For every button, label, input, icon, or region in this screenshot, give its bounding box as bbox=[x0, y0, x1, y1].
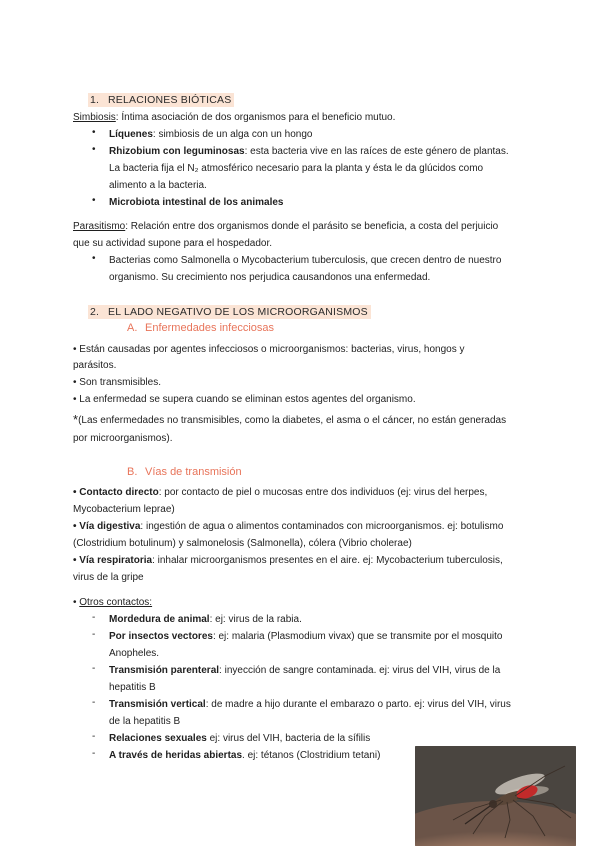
list-item-continuation: hepatitis B bbox=[109, 682, 156, 693]
parasitismo-definition-continuation: que su actividad supone para el hospedador. bbox=[73, 238, 273, 249]
bullet-icon: • bbox=[92, 195, 96, 206]
paragraph-line: • Son transmisibles. bbox=[73, 377, 161, 388]
section-1-number: 1. bbox=[90, 94, 100, 106]
list-item: Transmisión vertical: de madre a hijo durante el embarazo o parto. ej: virus del VIH, virus bbox=[109, 699, 511, 710]
subheading-a: A. Enfermedades infecciosas bbox=[127, 322, 275, 334]
dash-icon: - bbox=[92, 612, 96, 623]
paragraph-line: • La enfermedad se supera cuando se eliminan estos agentes del organismo. bbox=[73, 394, 416, 405]
simbiosis-definition: Simbiosis: Íntima asociación de dos organismos para el beneficio mutuo. bbox=[73, 112, 396, 123]
dash-icon: - bbox=[92, 731, 96, 742]
bullet-icon: • bbox=[92, 144, 96, 155]
list-item-continuation: organismo. Su crecimiento nos perjudica causandonos una enfermedad. bbox=[109, 272, 431, 283]
section-2-heading bbox=[88, 305, 371, 319]
list-item-continuation: alimento a la bacteria. bbox=[109, 180, 207, 191]
note-mark: * bbox=[73, 412, 79, 427]
list-item: • Vía digestiva: ingestión de agua o alimentos contaminados con microorganismos. ej: botulismo bbox=[73, 521, 504, 532]
simbiosis-term: Simbiosis bbox=[73, 112, 116, 123]
bullet-icon: • bbox=[92, 127, 96, 138]
list-item-continuation: de la hepatitis B bbox=[109, 716, 181, 727]
list-item: • Contacto directo: por contacto de piel o mucosas entre dos individuos (ej: virus del herpes, bbox=[73, 487, 488, 498]
mosquito-photo bbox=[415, 746, 576, 846]
paragraph-line: parásitos. bbox=[73, 360, 117, 371]
section-1-heading bbox=[88, 93, 234, 107]
note-line: *(Las enfermedades no transmisibles, como la diabetes, el asma o el cáncer, no están generadas bbox=[73, 412, 507, 427]
list-item-continuation: Anopheles. bbox=[109, 648, 160, 659]
list-item: Bacterias como Salmonella o Mycobacterium tuberculosis, que crecen dentro de nuestro bbox=[109, 255, 502, 266]
parasitismo-term: Parasitismo bbox=[73, 221, 126, 232]
list-item-continuation: La bacteria fija el N₂ atmosférico necesario para la planta y ésta le da glúcidos como bbox=[109, 163, 484, 174]
dash-icon: - bbox=[92, 663, 96, 674]
parasitismo-definition: Parasitismo: Relación entre dos organismos donde el parásito se beneficia, a costa del perjuicio bbox=[73, 221, 499, 232]
otros-contactos-label: • Otros contactos: bbox=[73, 597, 153, 608]
list-item: Líquenes: simbiosis de un alga con un hongo bbox=[109, 129, 313, 140]
list-item: Relaciones sexuales ej: virus del VIH, bacteria de la sífilis bbox=[109, 733, 371, 744]
dash-icon: - bbox=[92, 697, 96, 708]
section-1-title: RELACIONES BIÓTICAS bbox=[108, 94, 232, 106]
list-item: A través de heridas abiertas. ej: tétanos (Clostridium tetani) bbox=[109, 750, 381, 761]
list-item: Por insectos vectores: ej: malaria (Plasmodium vivax) que se transmite por el mosquito bbox=[109, 631, 503, 642]
section-2-number: 2. bbox=[90, 306, 100, 318]
list-item: Mordedura de animal: ej: virus de la rabia. bbox=[109, 614, 302, 625]
dash-icon: - bbox=[92, 629, 96, 640]
paragraph-line: • Están causadas por agentes infecciosos o microorganismos: bacterias, virus, hongos y bbox=[73, 344, 465, 355]
section-2-title: EL LADO NEGATIVO DE LOS MICROORGANISMOS bbox=[108, 306, 368, 318]
list-item-continuation: (Clostridium botulinum) y salmonelosis (Salmonella), cólera (Vibrio cholerae) bbox=[73, 538, 412, 549]
list-item: • Vía respiratoria: inhalar microorganismos presentes en el aire. ej: Mycobacterium tuberculosis, bbox=[73, 555, 503, 566]
mosquito-icon bbox=[415, 746, 576, 846]
list-item-continuation: Mycobacterium leprae) bbox=[73, 504, 175, 515]
list-item: Rhizobium con leguminosas: esta bacteria vive en las raíces de este género de plantas. bbox=[109, 146, 509, 157]
list-item-continuation: virus de la gripe bbox=[73, 572, 144, 583]
dash-icon: - bbox=[92, 748, 96, 759]
subheading-b: B. Vías de transmisión bbox=[127, 466, 242, 478]
list-item: Transmisión parenteral: inyección de sangre contaminada. ej: virus del VIH, virus de la bbox=[109, 665, 501, 676]
list-item: Microbiota intestinal de los animales bbox=[109, 197, 284, 208]
bullet-icon: • bbox=[92, 253, 96, 264]
note-line: por microorganismos). bbox=[73, 433, 173, 444]
